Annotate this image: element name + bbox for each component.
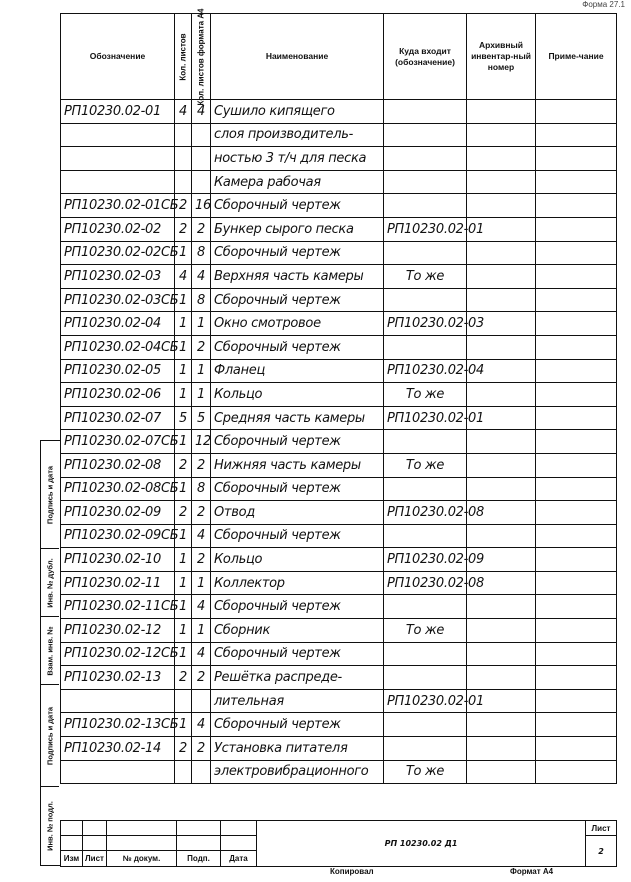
table-row: [61, 194, 617, 218]
row-note: [536, 335, 617, 359]
row-designation: [61, 147, 175, 171]
row-designation: РП10230.02-13СБ: [61, 713, 175, 737]
specification-table: [60, 7, 617, 784]
row-name: Сборочный чертеж: [211, 713, 384, 737]
stamp-signature: Подп.: [177, 850, 221, 866]
row-note: [536, 713, 617, 737]
row-archive: [467, 524, 536, 548]
row-note: [536, 689, 617, 713]
row-note: [536, 194, 617, 218]
table-row: [61, 595, 617, 619]
row-archive: [467, 453, 536, 477]
row-sheets: [175, 123, 192, 147]
row-designation: [61, 123, 175, 147]
row-designation: РП10230.02-12: [61, 619, 175, 643]
row-sheets: 1: [175, 571, 192, 595]
row-included-in: [384, 194, 467, 218]
row-note: [536, 383, 617, 407]
row-designation: РП10230.02-06: [61, 383, 175, 407]
table-row: [61, 383, 617, 407]
row-included-in: [384, 666, 467, 690]
row-name: Решётка распреде-: [211, 666, 384, 690]
row-included-in: То же: [384, 760, 467, 784]
row-note: [536, 453, 617, 477]
table-row: [61, 619, 617, 643]
row-name: Сушило кипящего: [211, 100, 384, 124]
strip-replace-inv: Взам. инв. №: [41, 617, 59, 685]
row-archive: [467, 170, 536, 194]
header-note: Приме-чание: [536, 14, 617, 100]
row-designation: РП10230.02-09СБ: [61, 524, 175, 548]
row-included-in: То же: [384, 619, 467, 643]
row-sheets-a4: 2: [192, 453, 211, 477]
row-sheets: 1: [175, 713, 192, 737]
row-sheets-a4: 2: [192, 666, 211, 690]
row-sheets-a4: 2: [192, 501, 211, 525]
row-archive: [467, 123, 536, 147]
row-included-in: [384, 241, 467, 265]
row-designation: РП10230.02-07: [61, 406, 175, 430]
row-archive: [467, 760, 536, 784]
table-row: [61, 123, 617, 147]
row-name: Фланец: [211, 359, 384, 383]
row-sheets: 2: [175, 453, 192, 477]
table-row: [61, 689, 617, 713]
row-designation: РП10230.02-08СБ: [61, 477, 175, 501]
row-name: Сборочный чертеж: [211, 430, 384, 454]
row-designation: РП10230.02-03: [61, 265, 175, 289]
table-row: [61, 217, 617, 241]
row-name: Сборочный чертеж: [211, 642, 384, 666]
row-designation: РП10230.02-01СБ: [61, 194, 175, 218]
row-sheets: 1: [175, 359, 192, 383]
row-sheets-a4: 1: [192, 312, 211, 336]
row-name: Сборочный чертеж: [211, 335, 384, 359]
row-name: Кольцо: [211, 548, 384, 572]
table-row: [61, 312, 617, 336]
table-row: [61, 642, 617, 666]
row-note: [536, 619, 617, 643]
row-included-in: РП10230.02-04: [384, 359, 467, 383]
row-sheets: 5: [175, 406, 192, 430]
row-included-in: [384, 430, 467, 454]
table-row: [61, 170, 617, 194]
row-included-in: То же: [384, 453, 467, 477]
row-archive: [467, 642, 536, 666]
row-note: [536, 642, 617, 666]
header-name: Наименование: [211, 14, 384, 100]
row-note: [536, 760, 617, 784]
row-name: Сборочный чертеж: [211, 477, 384, 501]
row-archive: [467, 430, 536, 454]
document-designation: РП 10230.02 Д1: [257, 821, 586, 867]
row-sheets: [175, 689, 192, 713]
row-note: [536, 571, 617, 595]
row-note: [536, 548, 617, 572]
row-sheets-a4: 4: [192, 265, 211, 289]
table-body: [61, 100, 617, 784]
row-included-in: [384, 737, 467, 761]
row-sheets-a4: 8: [192, 241, 211, 265]
row-archive: [467, 288, 536, 312]
row-designation: РП10230.02-11: [61, 571, 175, 595]
row-included-in: [384, 288, 467, 312]
row-name: слоя производитель-: [211, 123, 384, 147]
footer-copied: Копировал: [330, 867, 374, 876]
row-archive: [467, 383, 536, 407]
row-sheets: 2: [175, 666, 192, 690]
row-sheets: 1: [175, 619, 192, 643]
row-sheets-a4: 2: [192, 217, 211, 241]
row-designation: РП10230.02-02: [61, 217, 175, 241]
row-included-in: [384, 123, 467, 147]
header-sheets: Кол. листов: [175, 14, 192, 100]
row-sheets-a4: 12: [192, 430, 211, 454]
table-row: [61, 737, 617, 761]
row-archive: [467, 335, 536, 359]
row-sheets: 1: [175, 312, 192, 336]
row-designation: РП10230.02-08: [61, 453, 175, 477]
row-name: Отвод: [211, 501, 384, 525]
row-designation: РП10230.02-07СБ: [61, 430, 175, 454]
row-name: электровибрационного: [211, 760, 384, 784]
stamp-izm: Изм: [61, 850, 83, 866]
row-included-in: РП10230.02-08: [384, 571, 467, 595]
row-name: Камера рабочая: [211, 170, 384, 194]
row-sheets: 1: [175, 524, 192, 548]
row-sheets-a4: 4: [192, 524, 211, 548]
row-name: Сборочный чертеж: [211, 524, 384, 548]
strip-signature-date-1: Подпись и дата: [41, 441, 59, 549]
row-designation: РП10230.02-09: [61, 501, 175, 525]
stamp-sheet-number: 2: [586, 836, 617, 867]
table-row: [61, 430, 617, 454]
table-row: [61, 666, 617, 690]
table-row: [61, 477, 617, 501]
row-sheets: 1: [175, 548, 192, 572]
row-note: [536, 241, 617, 265]
table-row: [61, 241, 617, 265]
row-included-in: [384, 642, 467, 666]
row-sheets-a4: 2: [192, 737, 211, 761]
row-archive: [467, 477, 536, 501]
table-row: [61, 713, 617, 737]
row-sheets-a4: [192, 689, 211, 713]
row-sheets: 1: [175, 241, 192, 265]
row-name: Средняя часть камеры: [211, 406, 384, 430]
header-sheets-a4: Кол. листов формата А4: [192, 14, 211, 100]
row-sheets: 1: [175, 335, 192, 359]
table-row: [61, 548, 617, 572]
strip-signature-date-2: Подпись и дата: [41, 685, 59, 787]
row-included-in: То же: [384, 383, 467, 407]
table-row: [61, 760, 617, 784]
row-designation: РП10230.02-04СБ: [61, 335, 175, 359]
row-sheets-a4: [192, 123, 211, 147]
stamp-date: Дата: [221, 850, 257, 866]
row-name: Бункер сырого песка: [211, 217, 384, 241]
row-name: Сборочный чертеж: [211, 288, 384, 312]
row-designation: [61, 689, 175, 713]
header-designation: Обозначение: [61, 14, 175, 100]
margin-stamp-strip: [40, 440, 60, 866]
row-included-in: РП10230.02-03: [384, 312, 467, 336]
row-designation: РП10230.02-14: [61, 737, 175, 761]
row-included-in: [384, 524, 467, 548]
row-sheets-a4: 1: [192, 619, 211, 643]
footer-format: Формат А4: [510, 867, 554, 876]
row-sheets: 2: [175, 217, 192, 241]
row-archive: [467, 147, 536, 171]
row-name: ностью 3 т/ч для песка: [211, 147, 384, 171]
row-sheets: 1: [175, 642, 192, 666]
row-sheets-a4: [192, 760, 211, 784]
table-row: [61, 571, 617, 595]
row-sheets: 1: [175, 383, 192, 407]
row-included-in: РП10230.02-01: [384, 406, 467, 430]
row-designation: [61, 170, 175, 194]
row-sheets-a4: 2: [192, 335, 211, 359]
strip-original-inv: Инв. № подл.: [45, 801, 55, 851]
row-sheets: [175, 147, 192, 171]
row-sheets-a4: 4: [192, 595, 211, 619]
row-note: [536, 666, 617, 690]
row-sheets: 1: [175, 288, 192, 312]
row-name: Установка питателя: [211, 737, 384, 761]
row-note: [536, 737, 617, 761]
row-archive: [467, 666, 536, 690]
header-archive: Архивный инвентар-ный номер: [467, 14, 536, 100]
table-row: [61, 265, 617, 289]
row-archive: [467, 737, 536, 761]
row-sheets-a4: 4: [192, 100, 211, 124]
row-name: Кольцо: [211, 383, 384, 407]
table-row: [61, 100, 617, 124]
row-designation: РП10230.02-05: [61, 359, 175, 383]
row-note: [536, 430, 617, 454]
row-note: [536, 359, 617, 383]
row-note: [536, 265, 617, 289]
table-row: [61, 524, 617, 548]
row-sheets: 1: [175, 430, 192, 454]
row-designation: [61, 760, 175, 784]
table-row: [61, 335, 617, 359]
row-archive: [467, 265, 536, 289]
row-designation: РП10230.02-12СБ: [61, 642, 175, 666]
row-name: Нижняя часть камеры: [211, 453, 384, 477]
row-included-in: [384, 170, 467, 194]
row-archive: [467, 100, 536, 124]
row-sheets-a4: 4: [192, 713, 211, 737]
row-note: [536, 170, 617, 194]
title-block: [60, 820, 617, 867]
row-sheets: 1: [175, 595, 192, 619]
row-name: Сборочный чертеж: [211, 241, 384, 265]
row-archive: [467, 241, 536, 265]
header-included-in: Куда входит (обозначение): [384, 14, 467, 100]
row-sheets-a4: 1: [192, 383, 211, 407]
table-row: [61, 288, 617, 312]
table-row: [61, 406, 617, 430]
row-sheets-a4: 1: [192, 359, 211, 383]
row-included-in: РП10230.02-09: [384, 548, 467, 572]
table-row: [61, 359, 617, 383]
row-name: Сборочный чертеж: [211, 194, 384, 218]
row-note: [536, 288, 617, 312]
row-sheets: 4: [175, 100, 192, 124]
row-note: [536, 147, 617, 171]
row-sheets-a4: 8: [192, 477, 211, 501]
row-sheets: 2: [175, 737, 192, 761]
table-row: [61, 501, 617, 525]
row-included-in: РП10230.02-08: [384, 501, 467, 525]
stamp-sheet-label: Лист: [586, 821, 617, 836]
row-name: лительная: [211, 689, 384, 713]
row-note: [536, 595, 617, 619]
row-sheets: 2: [175, 501, 192, 525]
row-name: Коллектор: [211, 571, 384, 595]
row-included-in: [384, 147, 467, 171]
row-included-in: [384, 477, 467, 501]
row-included-in: [384, 100, 467, 124]
row-designation: РП10230.02-03СБ: [61, 288, 175, 312]
row-designation: РП10230.02-10: [61, 548, 175, 572]
row-name: Окно смотровое: [211, 312, 384, 336]
row-designation: РП10230.02-02СБ: [61, 241, 175, 265]
row-included-in: [384, 713, 467, 737]
row-designation: РП10230.02-13: [61, 666, 175, 690]
form-number-label: Форма 27.1: [582, 0, 625, 9]
row-sheets-a4: 5: [192, 406, 211, 430]
row-designation: РП10230.02-11СБ: [61, 595, 175, 619]
row-note: [536, 524, 617, 548]
row-sheets: [175, 760, 192, 784]
row-sheets-a4: [192, 170, 211, 194]
row-archive: [467, 619, 536, 643]
row-note: [536, 501, 617, 525]
row-name: Сборочный чертеж: [211, 595, 384, 619]
row-designation: РП10230.02-01: [61, 100, 175, 124]
row-included-in: РП10230.02-01: [384, 689, 467, 713]
row-included-in: [384, 335, 467, 359]
row-sheets-a4: [192, 147, 211, 171]
row-note: [536, 217, 617, 241]
header-row: [61, 14, 617, 100]
row-sheets: [175, 170, 192, 194]
stamp-list: Лист: [83, 850, 107, 866]
row-note: [536, 312, 617, 336]
row-sheets-a4: 4: [192, 642, 211, 666]
row-note: [536, 100, 617, 124]
row-note: [536, 123, 617, 147]
row-name: Сборник: [211, 619, 384, 643]
row-note: [536, 406, 617, 430]
strip-duplicate-inv: Инв. № дубл.: [41, 549, 59, 617]
row-included-in: [384, 595, 467, 619]
row-archive: [467, 595, 536, 619]
table-row: [61, 147, 617, 171]
row-sheets: 2: [175, 194, 192, 218]
row-included-in: То же: [384, 265, 467, 289]
row-note: [536, 477, 617, 501]
stamp-doc-number: № докум.: [107, 850, 177, 866]
row-sheets: 1: [175, 477, 192, 501]
row-sheets: 4: [175, 265, 192, 289]
row-archive: [467, 713, 536, 737]
row-sheets-a4: 8: [192, 288, 211, 312]
row-sheets-a4: 2: [192, 548, 211, 572]
table-row: [61, 453, 617, 477]
row-sheets-a4: 1: [192, 571, 211, 595]
row-archive: [467, 194, 536, 218]
row-name: Верхняя часть камеры: [211, 265, 384, 289]
row-sheets-a4: 16: [192, 194, 211, 218]
row-designation: РП10230.02-04: [61, 312, 175, 336]
row-included-in: РП10230.02-01: [384, 217, 467, 241]
